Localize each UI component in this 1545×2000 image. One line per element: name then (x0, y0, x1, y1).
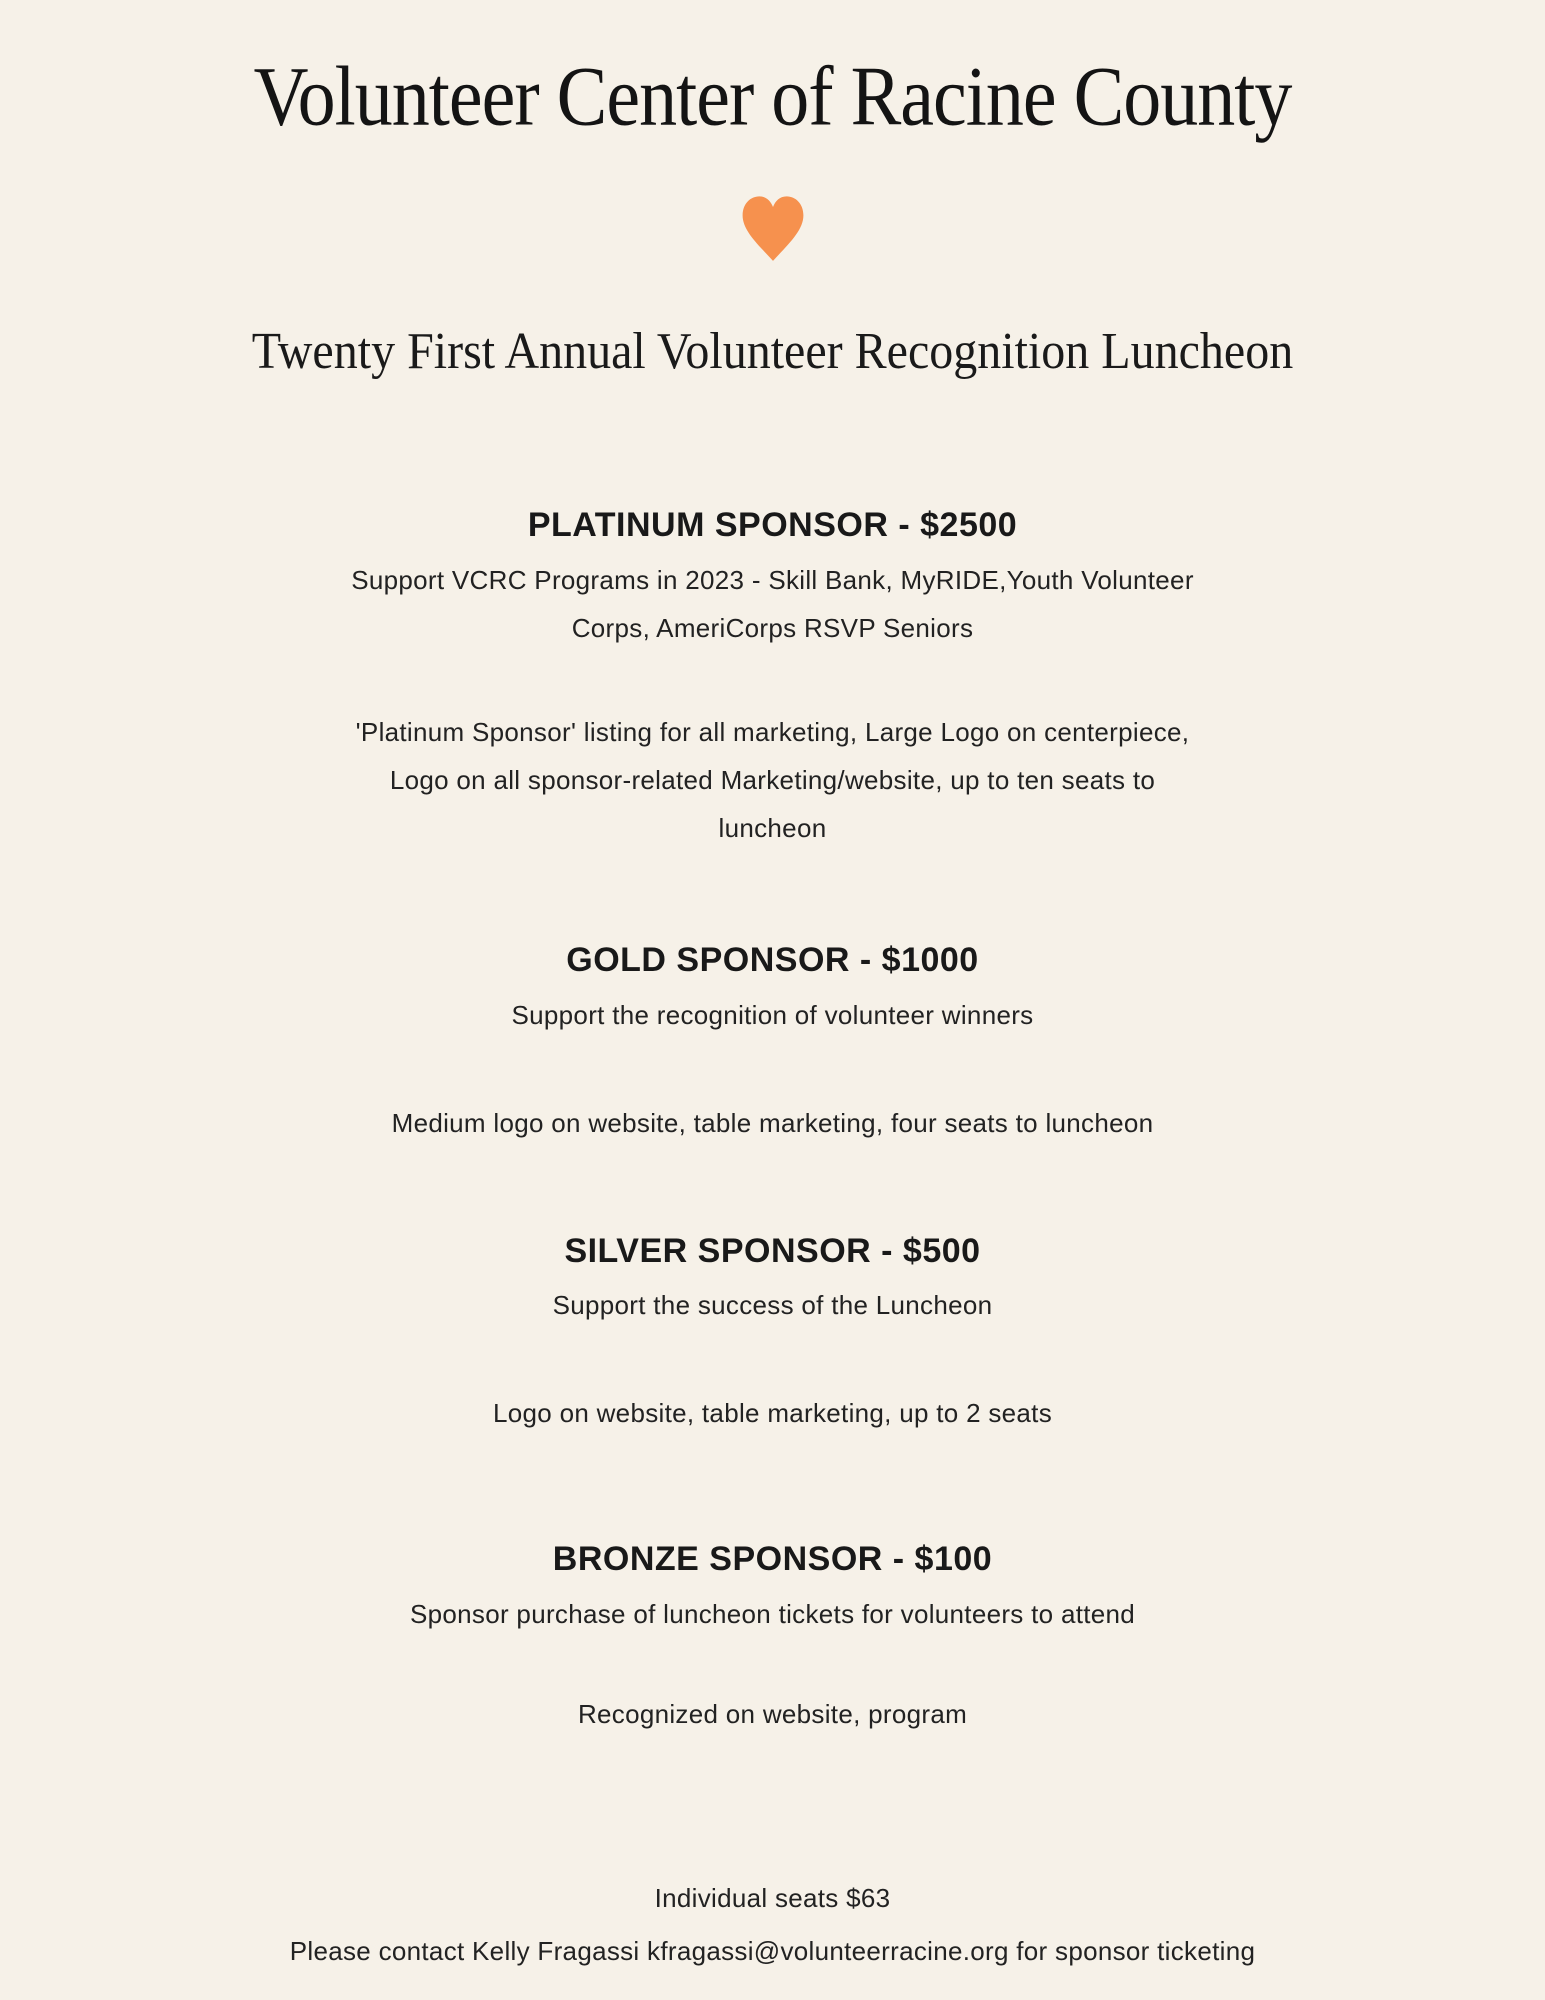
sponsor-tier-platinum (0, 505, 1545, 852)
tier-benefit-line: Logo on website, table marketing, up to 2 seats (493, 1398, 1052, 1429)
tier-support-line: Support VCRC Programs in 2023 - Skill Bank, MyRIDE,Youth Volunteer (351, 564, 1194, 595)
tier-benefit-line: Medium logo on website, table marketing, four seats to luncheon (391, 1107, 1154, 1138)
tier-benefit-line: Logo on all sponsor-related Marketing/website, up to ten seats to (389, 764, 1156, 795)
sponsor-tier-gold (0, 940, 1545, 1147)
tier-benefit-line: Recognized on website, program (577, 1699, 968, 1730)
heart-icon-shape (742, 197, 803, 262)
page-title: Volunteer Center of Racine County (253, 49, 1292, 144)
tier-heading-platinum: PLATINUM SPONSOR - $2500 (527, 505, 1018, 544)
event-subtitle: Twenty First Annual Volunteer Recognition Luncheon (251, 323, 1294, 381)
tier-support-bronze (0, 1590, 1545, 1638)
heart-icon (734, 191, 812, 267)
tier-benefits-silver (0, 1389, 1545, 1437)
tier-heading-silver: SILVER SPONSOR - $500 (564, 1231, 981, 1270)
tier-benefit-line: 'Platinum Sponsor' listing for all marketing, Large Logo on centerpiece, (355, 716, 1190, 747)
individual-seats-text: Individual seats $63 (654, 1883, 891, 1914)
tier-benefits-gold (0, 1099, 1545, 1147)
tier-support-line: Corps, AmeriCorps RSVP Seniors (571, 612, 974, 643)
footer (0, 1872, 1545, 1978)
sponsor-tier-bronze (0, 1539, 1545, 1738)
tier-heading-bronze: BRONZE SPONSOR - $100 (552, 1540, 993, 1579)
tier-support-line: Support the success of the Luncheon (552, 1290, 993, 1321)
sponsor-tier-silver (0, 1231, 1545, 1438)
tier-heading-gold: GOLD SPONSOR - $1000 (566, 940, 979, 979)
tier-support-gold (0, 991, 1545, 1039)
heart-icon-container (0, 191, 1545, 267)
tier-support-silver (0, 1281, 1545, 1329)
tier-benefits-platinum (0, 708, 1545, 852)
tier-benefits-bronze (0, 1690, 1545, 1738)
tier-support-line: Sponsor purchase of luncheon tickets for volunteers to attend (409, 1599, 1136, 1630)
tier-benefit-line: luncheon (718, 812, 827, 843)
contact-text: Please contact Kelly Fragassi kfragassi@volunteerracine.org for sponsor ticketing (289, 1936, 1256, 1967)
tier-support-platinum (0, 556, 1545, 652)
tier-support-line: Support the recognition of volunteer winners (511, 999, 1034, 1030)
